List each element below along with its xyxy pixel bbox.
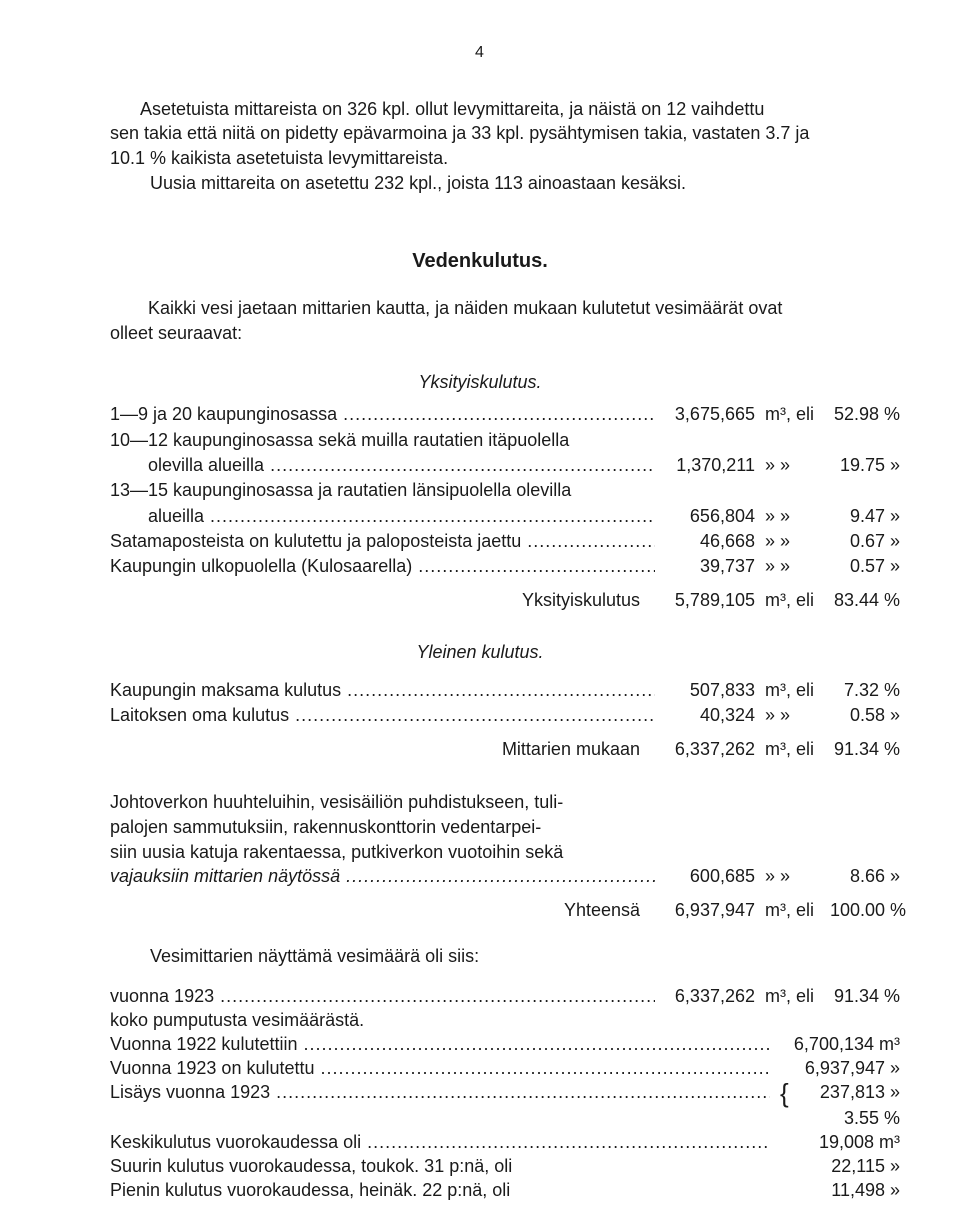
subtotal-row — [110, 739, 900, 763]
subtotal-row — [110, 590, 900, 614]
row-label: vuonna 1923 ..... — [110, 986, 655, 1007]
other-line-2: palojen sammutuksiin, rakennuskonttorin vedentarpei- — [110, 817, 542, 837]
row-label-first-line: 13—15 kaupunginosassa ja rautatien länsipuolella olevilla — [110, 480, 572, 500]
row-label-first-line: 10—12 kaupunginosassa sekä muilla rautatien itäpuolella — [110, 430, 570, 450]
row-value: 22,115 » — [831, 1156, 900, 1176]
table-row — [110, 404, 900, 428]
grand-total-label: Yhteensä — [563, 900, 640, 920]
intro-line-2: sen takia että niitä on pidetty epävarmoina ja 33 kpl. pysähtymisen takia, vastaten 3.7 ja — [110, 123, 810, 143]
row-percent: 91.34 % — [833, 986, 900, 1006]
table-row — [110, 1156, 900, 1180]
row-percent: 8.66 » — [849, 866, 900, 886]
row-value: 656,804 — [689, 506, 755, 526]
row-label: Kaupungin maksama kulutus ..... — [110, 680, 655, 701]
row-value-secondary: 3.55 % — [843, 1108, 900, 1128]
row-unit: » » — [765, 531, 791, 551]
row-value: 507,833 — [689, 680, 755, 700]
row-percent: 0.58 » — [849, 705, 900, 725]
row-label: Kaupungin ulkopuolella (Kulosaarella) ..... — [110, 556, 655, 577]
grand-total-unit: m³, eli — [765, 900, 814, 920]
subtotal-value: 6,337,262 — [674, 739, 755, 759]
row-label: Keskikulutus vuorokaudessa oli ..... — [110, 1132, 770, 1153]
section-intro-line-1: Kaikki vesi jaetaan mittarien kautta, ja näiden mukaan kulutetut vesimäärät ovat — [148, 298, 783, 318]
subtotal-percent: 83.44 % — [833, 590, 900, 610]
intro-line-3: 10.1 % kaikista asetetuista levymittareista. — [110, 148, 449, 168]
row-unit: m³, eli — [765, 680, 814, 700]
row-unit: m³, eli — [765, 404, 814, 424]
row-label: Vuonna 1923 on kulutettu ..... — [110, 1058, 770, 1079]
row-value: 600,685 — [689, 866, 755, 886]
row-label: Lisäys vuonna 1923 ..... — [110, 1082, 770, 1103]
row-label: Satamaposteista on kulutettu ja paloposteista jaettu ..... — [110, 531, 655, 552]
row-value: 6,337,262 — [674, 986, 755, 1006]
row-unit: » » — [765, 705, 791, 725]
page-number: 4 — [475, 44, 485, 61]
row-value: 1,370,211 — [676, 455, 755, 475]
row-percent: 0.67 » — [849, 531, 900, 551]
subtotal-unit: m³, eli — [765, 590, 814, 610]
meter-tail: koko pumputusta vesimäärästä. — [110, 1010, 365, 1030]
row-label: vajauksiin mittarien näytössä ..... — [110, 866, 655, 887]
table-row — [110, 455, 900, 479]
intro-line-1: Asetetuista mittareista on 326 kpl. ollut levymittareita, ja näistä on 12 vaihdettu — [140, 99, 765, 119]
table-row — [110, 866, 900, 890]
row-percent: 0.57 » — [849, 556, 900, 576]
meter-intro: Vesimittarien näyttämä vesimäärä oli siis: — [150, 946, 480, 966]
other-line-3: siin uusia katuja rakentaessa, putkiverkon vuotoihin sekä — [110, 842, 564, 862]
section-title: Vedenkulutus. — [412, 250, 548, 272]
table-row — [110, 986, 900, 1010]
row-unit: » » — [765, 866, 791, 886]
row-percent: 52.98 % — [833, 404, 900, 424]
row-percent: 19.75 » — [839, 455, 900, 475]
table-row — [110, 1180, 900, 1204]
private-heading: Yksityiskulutus. — [418, 372, 542, 392]
table-row — [110, 506, 900, 530]
row-unit: » » — [765, 455, 791, 475]
row-label: 1—9 ja 20 kaupunginosassa ..... — [110, 404, 655, 425]
section-intro-line-2: olleet seuraavat: — [110, 323, 243, 343]
other-line-1: Johtoverkon huuhteluihin, vesisäiliön puhdistukseen, tuli- — [110, 792, 564, 812]
subtotal-value: 5,789,105 — [674, 590, 755, 610]
row-label: Vuonna 1922 kulutettiin ..... — [110, 1034, 770, 1055]
grand-total-row — [110, 900, 907, 924]
intro-line-4: Uusia mittareita on asetettu 232 kpl., joista 113 ainoastaan kesäksi. — [150, 173, 686, 193]
subtotal-percent: 91.34 % — [833, 739, 900, 759]
row-value: 11,498 » — [831, 1180, 900, 1200]
row-label: Pienin kulutus vuorokaudessa, heinäk. 22 p:nä, oli — [110, 1180, 511, 1200]
grand-total-value: 6,937,947 — [674, 900, 755, 920]
grand-total-percent: 100.00 % — [830, 900, 907, 920]
table-row — [110, 1132, 900, 1156]
row-percent: 9.47 » — [849, 506, 900, 526]
table-row — [110, 1108, 900, 1132]
table-row — [110, 1034, 900, 1058]
row-value: 46,668 — [699, 531, 755, 551]
row-value: 6,937,947 » — [804, 1058, 900, 1078]
row-label: olevilla alueilla ..... — [148, 455, 655, 476]
row-value: 39,737 — [699, 556, 755, 576]
row-value: 3,675,665 — [674, 404, 755, 424]
row-label: alueilla ..... — [148, 506, 655, 527]
row-value: 237,813 » — [819, 1082, 900, 1102]
subtotal-label: Yksityiskulutus — [521, 590, 640, 610]
table-row — [110, 680, 900, 704]
table-row — [110, 705, 900, 729]
row-percent: 7.32 % — [843, 680, 900, 700]
subtotal-unit: m³, eli — [765, 739, 814, 759]
row-label: Suurin kulutus vuorokaudessa, toukok. 31 p:nä, oli — [110, 1156, 513, 1176]
row-unit: » » — [765, 556, 791, 576]
row-value: 40,324 — [699, 705, 755, 725]
row-unit: m³, eli — [765, 986, 814, 1006]
table-row — [110, 556, 900, 580]
row-label: Laitoksen oma kulutus ..... — [110, 705, 655, 726]
brace-glyph: { — [780, 1078, 789, 1108]
subtotal-label: Mittarien mukaan — [501, 739, 640, 759]
row-unit: » » — [765, 506, 791, 526]
table-row — [110, 531, 900, 555]
row-value: 19,008 m³ — [818, 1132, 900, 1152]
row-value: 6,700,134 m³ — [793, 1034, 900, 1054]
public-heading: Yleinen kulutus. — [416, 642, 544, 662]
